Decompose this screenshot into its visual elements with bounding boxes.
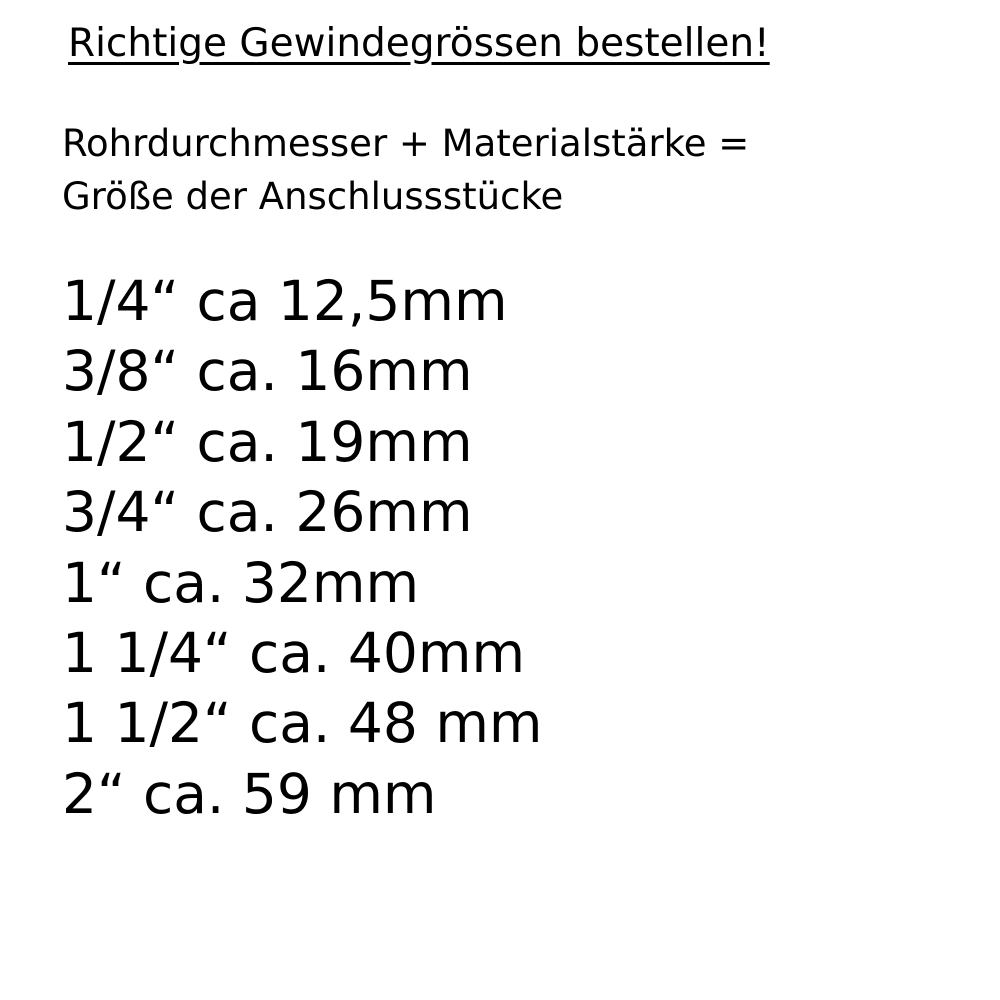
page-title: Richtige Gewindegrössen bestellen! (68, 21, 770, 66)
formula-line-1: Rohrdurchmesser + Materialstärke = (62, 121, 750, 165)
list-item: 3/4“ ca. 26mm (62, 480, 473, 545)
formula-line-2: Größe der Anschlussstücke (62, 175, 564, 219)
list-item: 1/4“ ca 12,5mm (62, 269, 508, 334)
formula-text (62, 117, 942, 224)
list-item: 2“ ca. 59 mm (62, 761, 437, 826)
list-item: 1 1/4“ ca. 40mm (62, 620, 526, 685)
list-item: 1“ ca. 32mm (62, 550, 420, 615)
size-list (62, 266, 1000, 829)
list-item: 1 1/2“ ca. 48 mm (62, 691, 543, 756)
list-item: 3/8“ ca. 16mm (62, 339, 473, 404)
list-item: 1/2“ ca. 19mm (62, 409, 473, 474)
